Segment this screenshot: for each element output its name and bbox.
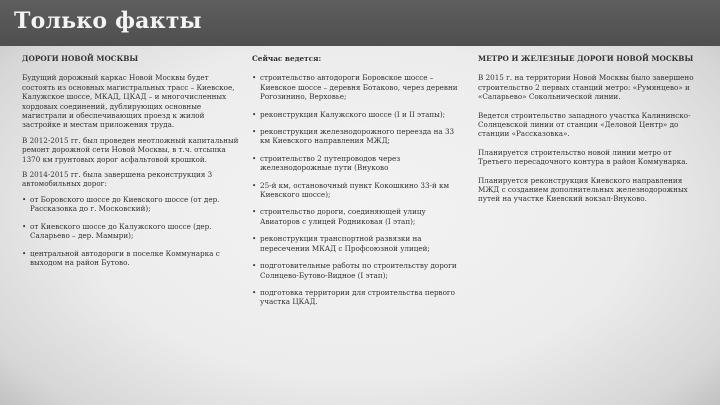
bullet-list: [22, 195, 240, 267]
column-heading: Сейчас ведется:: [252, 54, 322, 63]
paragraph: Планируется реконструкция Киевского направления МЖД с созданием дополнительных железнодорожных путей на участке Киевский вокзал-Внуково.: [478, 175, 688, 204]
list-item: • 25-й км, остановочный пункт Кокошкино 33-й км Киевского шоссе);: [252, 181, 464, 200]
column-metro: [478, 54, 696, 213]
paragraph: В 2014-2015 гг. была завершена реконструкция 3 автомобильных дорог:: [22, 170, 213, 189]
list-item: • реконструкция Калужского шоссе (I и II этапы);: [252, 110, 464, 119]
list-item: • реконструкция транспортной развязки на пересечении МКАД с Профсоюзной улицей;: [252, 234, 464, 253]
column-ongoing: [252, 54, 464, 315]
paragraph: Будущий дорожный каркас Новой Москвы будет состоять из основных магистральных трасс – Киевское, Калужское шоссе, МКАД, ЦКАД – и многочисленных хордовых соединений, дублирующих основные магистрали и обеспечивающих проезд к жилой застройке и местам приложения труда.: [22, 73, 235, 130]
list-item: • строительство дороги, соединяющей улицу Авиаторов с улицей Родниковая (I этап);: [252, 207, 464, 226]
list-item: • от Киевского шоссе до Калужского шоссе (дер. Саларьево – дер. Мамыри);: [22, 222, 240, 241]
paragraph: Планируется строительство новой линии метро от Третьего пересадочного контура в район Коммунарка.: [478, 147, 688, 167]
list-item: • строительство 2 путепроводов через железнодорожные пути (Внуково: [252, 154, 464, 173]
list-item: • от Боровского шоссе до Киевского шоссе (от дер. Рассказовка до г. Московский);: [22, 195, 240, 214]
list-item: • подготовка территории для строительства первого участка ЦКАД.: [252, 288, 464, 307]
column-heading: ДОРОГИ НОВОЙ МОСКВЫ: [22, 54, 139, 63]
list-item: • строительство автодороги Боровское шоссе – Киевское шоссе – деревня Ботаково, через деревни Рогозинино, Верховье;: [252, 73, 464, 101]
list-item: • центральной автодороги в поселке Коммунарка с выходом на район Бутово.: [22, 249, 240, 268]
page-title: Только факты: [14, 8, 202, 34]
paragraph: В 2012-2015 гг. был проведен неотложный капитальный ремонт дорожной сети Новой Москвы, в т.ч. отсыпка 1370 км грунтовых дорог асфальтовой крошкой.: [22, 135, 239, 164]
title-bar: [0, 0, 720, 46]
list-item: • реконструкция железнодорожного переезда на 33 км Киевского направления МЖД;: [252, 127, 464, 146]
paragraph: В 2015 г. на территории Новой Москвы было завершено строительство 2 первых станций метро: «Румянцево» и «Саларьево» Сокольнической линии.: [478, 73, 694, 102]
paragraph: Ведется строительство западного участка Калининско-Солнцевской линии от станции «Деловой Центр» до станции «Рассказовка».: [478, 110, 691, 139]
list-item: • подготовительные работы по строительству дороги Солнцево-Бутово-Видное (I этап);: [252, 261, 464, 280]
column-heading: МЕТРО И ЖЕЛЕЗНЫЕ ДОРОГИ НОВОЙ МОСКВЫ: [478, 54, 694, 63]
column-roads: [22, 54, 240, 275]
bullet-list: [252, 73, 464, 306]
